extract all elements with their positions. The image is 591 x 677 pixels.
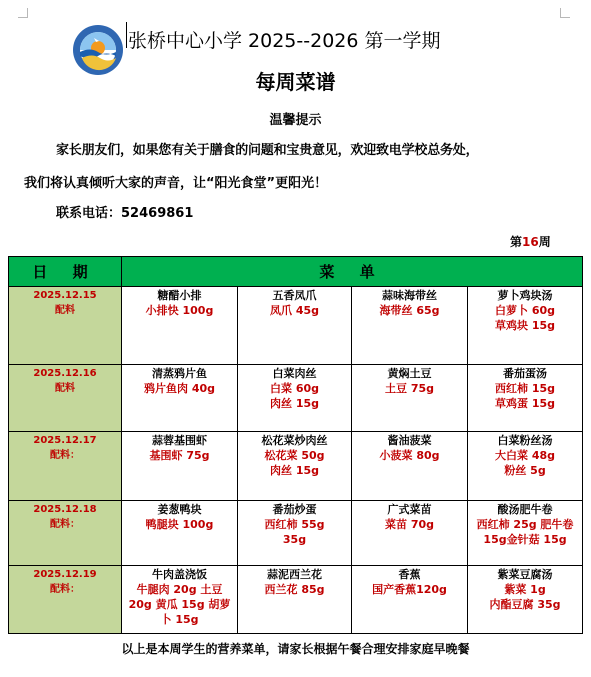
date-cell [9,566,122,634]
text-cursor [126,22,127,48]
dish-name: 糖醋小排 [157,289,202,302]
crop-mark-top-left [18,8,28,18]
dish-name: 番茄炒蛋 [272,503,317,516]
table-row [9,566,583,634]
dish-cell [468,566,583,634]
dish-name: 香蕉 [398,568,421,581]
dish-ingredient: 鸭腿块 100g [145,518,214,531]
date-column-header: 日 期 [9,257,122,287]
ingredients-label: 配料： [50,450,80,461]
date-cell [9,365,122,432]
dish-cell [352,566,468,634]
dish-name: 五香凤爪 [272,289,317,302]
date-cell [9,501,122,566]
tip-title: 温馨提示 [269,113,322,128]
phone-label: 联系电话： [56,206,122,221]
dish-cell [352,432,468,501]
dish-name: 姜葱鸭块 [157,503,202,516]
date-text: 2025.12.17 [33,435,97,446]
dish-cell [122,432,238,501]
dish-cell [238,365,352,432]
dish-cell [468,287,583,365]
dish-ingredient: 20g 黄瓜 15g 胡萝 [128,598,231,611]
dish-cell [352,287,468,365]
dish-ingredient: 牛腿肉 20g 土豆 [136,583,223,596]
dish-ingredient: 小菠菜 80g [379,449,440,462]
dish-ingredient: 35g [282,533,307,546]
dish-name: 萝卜鸡块汤 [497,289,553,302]
dish-cell [352,365,468,432]
date-text: 2025.12.18 [33,504,97,515]
dish-name: 松花菜炒肉丝 [261,434,328,447]
date-cell [9,432,122,501]
dish-ingredient: 白萝卜 60g [495,304,556,317]
week-prefix: 第 [510,235,523,249]
dish-cell [468,365,583,432]
message-line-1: 家长朋友们，如果您有关于膳食的问题和宝贵意见，欢迎致电学校总务处， [56,143,479,158]
ingredients-label: 配料 [55,383,75,394]
dish-ingredient: 白菜 60g [269,382,319,395]
dish-cell [468,432,583,501]
dish-ingredient: 西红柿 25g 肥牛卷 [476,518,574,531]
dish-ingredient: 土豆 75g [384,382,434,395]
date-text: 2025.12.16 [33,368,97,379]
dish-cell [238,501,352,566]
dish-ingredient: 草鸡蛋 15g [495,397,556,410]
dish-name: 番茄蛋汤 [503,367,548,380]
dish-cell [468,501,583,566]
dish-ingredient: 松花菜 50g [264,449,325,462]
dish-name: 白菜粉丝汤 [497,434,553,447]
table-row [9,365,583,432]
date-text: 2025.12.15 [33,290,97,301]
dish-ingredient: 海带丝 65g [379,304,440,317]
menu-table [8,256,583,634]
dish-cell [122,287,238,365]
dish-ingredient: 大白菜 48g [495,449,556,462]
dish-ingredient: 西红柿 55g [264,518,325,531]
dish-cell [238,566,352,634]
dish-cell [122,566,238,634]
dish-ingredient: 小排快 100g [145,304,214,317]
menu-body [9,287,583,634]
school-term-heading: 张桥中心小学 2025--2026 第一学期 [128,30,441,52]
dish-ingredient: 菜苗 70g [384,518,434,531]
table-row [9,432,583,501]
crop-mark-top-right [560,8,570,18]
week-number [510,233,551,250]
page-title: 每周菜谱 [255,70,336,94]
dish-name: 蒜蓉基围虾 [152,434,207,447]
dish-ingredient: 肉丝 15g [269,397,319,410]
dish-name: 蒜泥西兰花 [267,568,322,581]
dish-ingredient: 15g金针菇 15g [483,533,567,546]
dish-ingredient: 肉丝 15g [269,464,319,477]
dish-cell [238,287,352,365]
dish-ingredient: 凤爪 45g [269,304,319,317]
dish-ingredient: 西兰花 85g [264,583,325,596]
week-value: 16 [522,235,539,249]
dish-name: 紫菜豆腐汤 [497,568,553,581]
dish-name: 牛肉盖浇饭 [152,568,207,581]
dish-ingredient: 卜 15g [160,613,199,626]
dish-cell [238,432,352,501]
message-line-2: 我们将认真倾听大家的声音，让“阳光食堂”更阳光！ [24,176,328,191]
contact-phone [56,202,193,221]
dish-ingredient: 鸦片鱼肉 40g [143,382,215,395]
ingredients-label: 配料： [50,519,80,530]
ingredients-label: 配料： [50,584,80,595]
footer-note: 以上是本周学生的营养菜单，请家长根据午餐合理安排家庭早晚餐 [121,642,470,656]
dish-ingredient: 基围虾 75g [149,449,210,462]
table-row [9,501,583,566]
dish-cell [122,501,238,566]
dish-cell [122,365,238,432]
date-cell [9,287,122,365]
table-header-row [9,257,583,287]
dish-cell [352,501,468,566]
dish-ingredient: 国产香蕉120g [372,583,447,596]
dish-name: 清蒸鸦片鱼 [152,367,207,380]
dish-name: 蒜味海带丝 [382,289,437,302]
dish-name: 黄焖土豆 [387,367,432,380]
menu-column-header: 菜 单 [122,257,583,287]
dish-ingredient: 西红柿 15g [495,382,556,395]
date-text: 2025.12.19 [33,569,97,580]
dish-name: 酸汤肥牛卷 [497,503,553,516]
dish-ingredient: 粉丝 5g [504,464,546,477]
dish-name: 白菜肉丝 [272,367,317,380]
ingredients-label: 配料 [55,305,75,316]
dish-ingredient: 草鸡块 15g [495,319,556,332]
dish-name: 广式菜苗 [387,503,432,516]
table-row [9,287,583,365]
dish-ingredient: 内酯豆腐 35g [489,598,561,611]
dish-ingredient: 紫菜 1g [504,583,546,596]
week-suffix: 周 [538,235,551,249]
dish-name: 酱油菠菜 [387,434,432,447]
phone-number: 52469861 [121,206,194,221]
